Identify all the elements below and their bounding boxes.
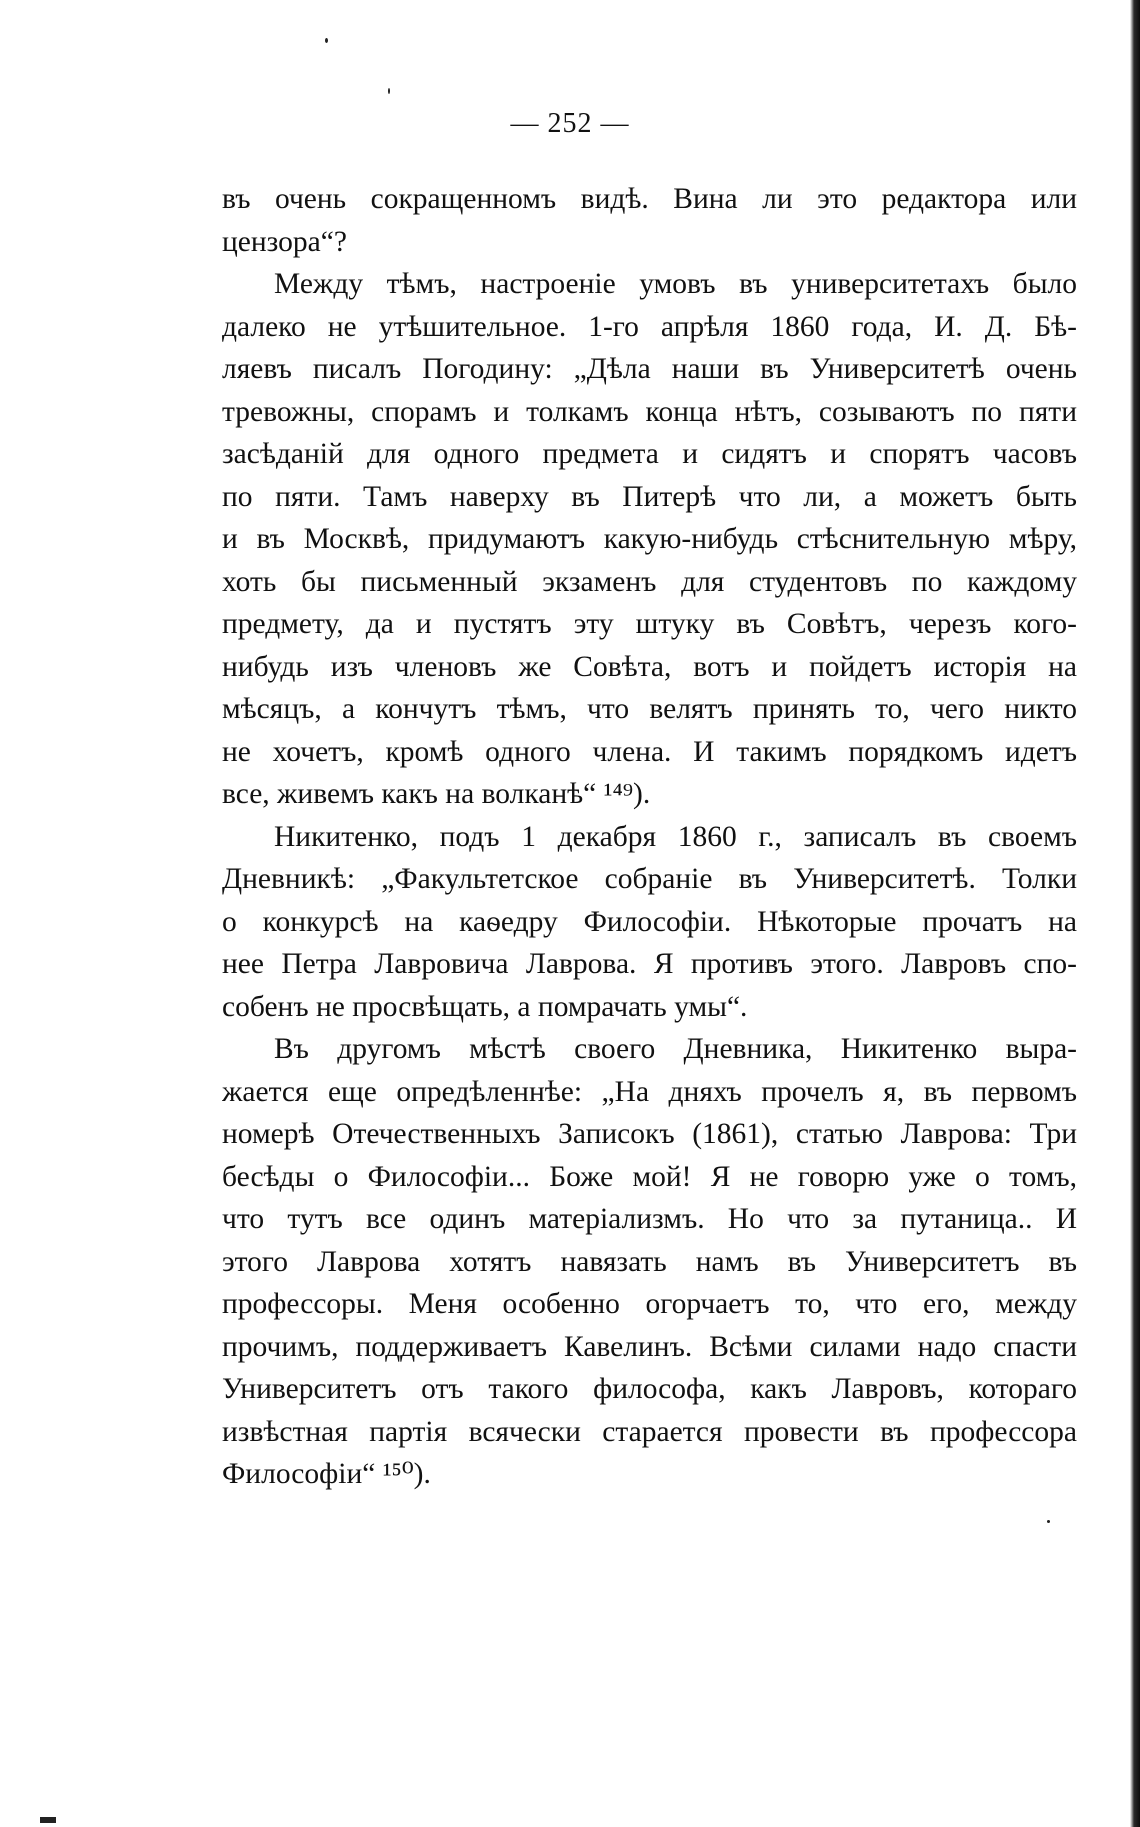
- text-line: Дневникѣ: „Факультетское собраніе въ Университетѣ. Толки: [222, 863, 1077, 895]
- text-line: прочимъ, поддерживаетъ Кавелинъ. Всѣми силами надо спасти: [222, 1330, 1077, 1363]
- scan-edge-shadow: [1130, 0, 1140, 1827]
- text-line: нибудь изъ членовъ же Совѣта, вотъ и пойдетъ исторія на: [222, 650, 1077, 683]
- text-line: нее Петра Лавровича Лаврова. Я противъ этого. Лавровъ спо-: [222, 948, 1077, 980]
- text-line: въ очень сокращенномъ видѣ. Вина ли это редактора или: [222, 183, 1077, 215]
- text-line: что тутъ все одинъ матеріализмъ. Но что за путаница.. И: [222, 1203, 1077, 1235]
- text-line: жается еще опредѣленнѣе: „На дняхъ прочелъ я, въ первомъ: [222, 1075, 1077, 1108]
- text-line: Никитенко, подъ 1 декабря 1860 г., записалъ въ своемъ: [274, 820, 1077, 853]
- text-line: извѣстная партія всячески старается провести въ профессора: [222, 1415, 1077, 1448]
- text-line: Университетъ отъ такого философа, какъ Лавровъ, котораго: [222, 1373, 1077, 1405]
- text-line: этого Лаврова хотятъ навязать намъ въ Университетъ въ: [222, 1245, 1077, 1278]
- text-line: все, живемъ какъ на волканѣ“ ¹⁴⁹).: [222, 778, 651, 810]
- text-line: ляевъ писалъ Погодину: „Дѣла наши въ Университетѣ очень: [222, 353, 1077, 385]
- text-line: Философіи“ ¹⁵⁰).: [222, 1458, 431, 1490]
- scan-speck: [325, 38, 328, 43]
- text-line: хоть бы письменный экзаменъ для студентовъ по каждому: [222, 565, 1077, 598]
- text-line: бесѣды о Философіи... Боже мой! Я не говорю уже о томъ,: [222, 1160, 1077, 1193]
- text-line: предмету, да и пустятъ эту штуку въ Совѣтъ, черезъ кого-: [222, 608, 1077, 640]
- text-line: далеко не утѣшительное. 1-го апрѣля 1860 года, И. Д. Бѣ-: [222, 310, 1077, 343]
- text-line: и въ Москвѣ, придумаютъ какую-нибудь стѣснительную мѣру,: [222, 523, 1077, 555]
- text-line: профессоры. Меня особенно огорчаетъ то, что его, между: [222, 1288, 1077, 1320]
- text-line: тревожны, спорамъ и толкамъ конца нѣтъ, созываютъ по пяти: [222, 395, 1077, 428]
- text-line: Между тѣмъ, настроеніе умовъ въ университетахъ было: [274, 268, 1077, 300]
- text-line: по пяти. Тамъ наверху въ Питерѣ что ли, а можетъ быть: [222, 480, 1077, 513]
- scan-speck: [1047, 1520, 1050, 1523]
- page-number: — 252 —: [510, 108, 630, 139]
- scan-speck: [388, 88, 390, 94]
- scan-corner-mark: [40, 1817, 56, 1823]
- text-line: Въ другомъ мѣстѣ своего Дневника, Никитенко выра-: [274, 1033, 1077, 1065]
- text-line: номерѣ Отечественныхъ Записокъ (1861), статью Лаврова: Три: [222, 1118, 1077, 1150]
- text-line: мѣсяцъ, а кончутъ тѣмъ, что велятъ принять то, чего никто: [222, 693, 1077, 725]
- text-line: собенъ не просвѣщать, а помрачать умы“.: [222, 990, 748, 1023]
- text-line: не хочетъ, кромѣ одного члена. И такимъ порядкомъ идетъ: [222, 735, 1077, 768]
- text-line: засѣданій для одного предмета и сидятъ и спорятъ часовъ: [222, 438, 1077, 470]
- text-line: о конкурсѣ на каѳедру Философіи. Нѣкоторые прочатъ на: [222, 905, 1077, 938]
- body-text: [222, 178, 1077, 1496]
- text-line: цензора“?: [222, 225, 347, 258]
